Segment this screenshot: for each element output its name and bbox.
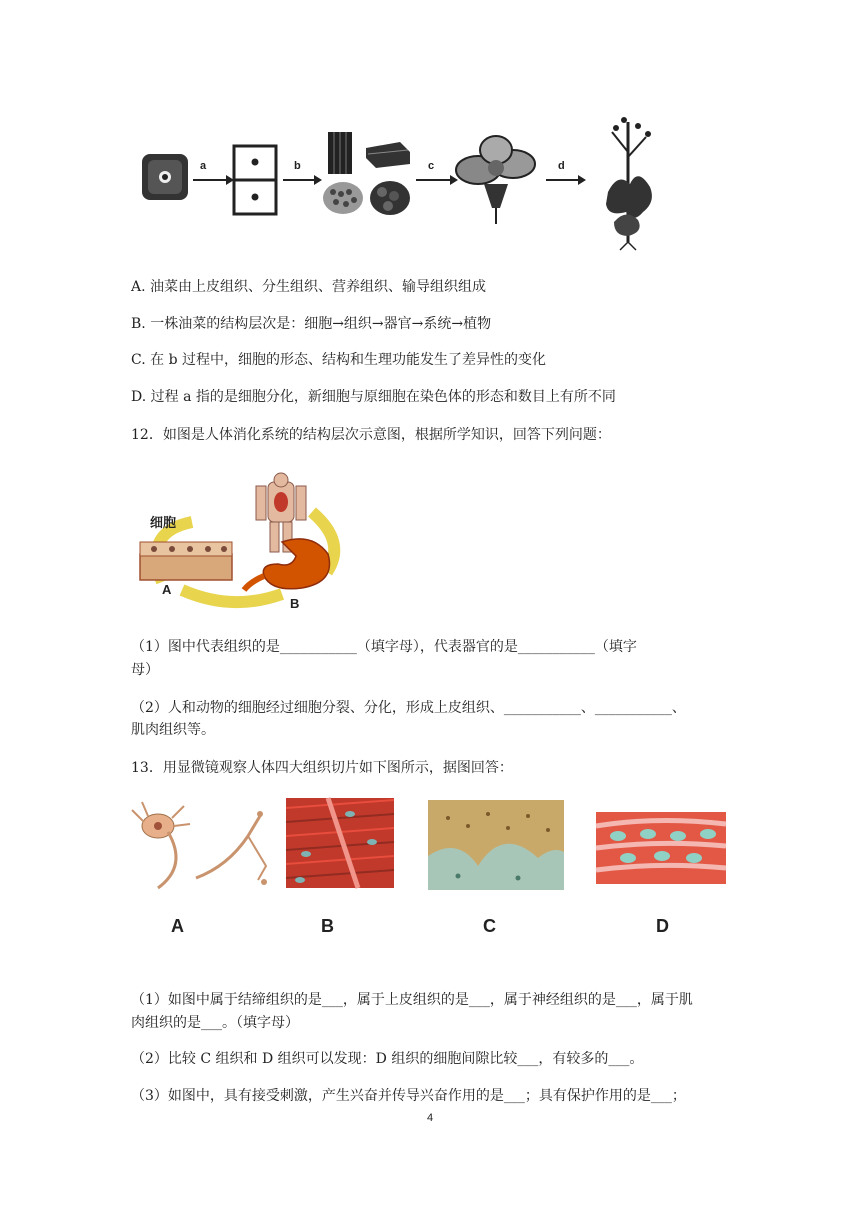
figure-label-a: A xyxy=(162,582,172,597)
tissue-label-c: C xyxy=(483,916,496,936)
nerve-tissue-image xyxy=(132,802,267,888)
single-cell-image xyxy=(142,154,188,200)
arrow-label-d: d xyxy=(558,160,565,172)
figure-label-b: B xyxy=(290,596,300,611)
tissues-image xyxy=(323,132,410,215)
digestive-levels-diagram xyxy=(132,472,352,622)
digestive-system-figure xyxy=(132,472,352,622)
q13-sub2: （2）比较 C 组织和 D 组织可以发现：D 组织的细胞间隙比较___，有较多的___。 xyxy=(131,1051,644,1067)
arrow-label-a: a xyxy=(200,160,207,172)
page-number: 4 xyxy=(426,1112,434,1124)
q13-stem: 13．用显微镜观察人体四大组织切片如下图所示，据图回答： xyxy=(131,760,513,776)
rapeseed-plant-image xyxy=(606,117,652,250)
divided-cells-image xyxy=(234,146,276,214)
q11-option-c: C. 在 b 过程中，细胞的形态、结构和生理功能发生了差异性的变化 xyxy=(131,352,546,368)
tissue-label-b: B xyxy=(321,916,334,936)
q12-sub1-line1: （1）图中代表组织的是___________（填字母），代表器官的是___________（填字 xyxy=(131,639,637,655)
arrow-label-b: b xyxy=(294,160,301,172)
cell-label: 细胞 xyxy=(150,516,177,531)
flower-image xyxy=(456,136,535,224)
stomach-image xyxy=(244,539,330,590)
q12-sub1-line2: 母） xyxy=(131,662,159,678)
q11-option-d: D. 过程 a 指的是细胞分化，新细胞与原细胞在染色体的形态和数目上有所不同 xyxy=(131,389,616,405)
q12-stem: 12．如图是人体消化系统的结构层次示意图，根据所学知识，回答下列问题： xyxy=(131,427,611,443)
q13-sub3: （3）如图中，具有接受刺激，产生兴奋并传导兴奋作用的是___；具有保护作用的是___； xyxy=(131,1088,686,1104)
q12-sub2-line1: （2）人和动物的细胞经过细胞分裂、分化，形成上皮组织、___________、___________、 xyxy=(131,700,686,716)
plant-structure-figure xyxy=(138,112,678,252)
q13-sub1-line2: 肉组织的是___。（填字母） xyxy=(131,1015,299,1031)
tissue-block-image xyxy=(140,542,232,580)
four-tissues-figure xyxy=(128,796,732,942)
q11-option-a: A. 油菜由上皮组织、分生组织、营养组织、输导组织组成 xyxy=(131,279,487,295)
smooth-muscle-tissue-image xyxy=(596,812,726,884)
arrow-label-c: c xyxy=(428,160,435,172)
q11-option-b: B. 一株油菜的结构层次是：细胞→组织→器官→系统→植物 xyxy=(131,316,492,332)
tissue-label-a: A xyxy=(171,916,184,936)
q13-sub1-line1: （1）如图中属于结缔组织的是___，属于上皮组织的是___，属于神经组织的是___，属于肌 xyxy=(131,992,693,1008)
skeletal-muscle-tissue-image xyxy=(286,798,394,888)
tissue-label-d: D xyxy=(656,916,669,936)
plant-structure-diagram xyxy=(138,112,678,252)
q12-sub2-line2: 肌肉组织等。 xyxy=(131,722,215,738)
four-tissues-diagram xyxy=(128,796,732,892)
epithelial-tissue-image xyxy=(428,800,564,890)
